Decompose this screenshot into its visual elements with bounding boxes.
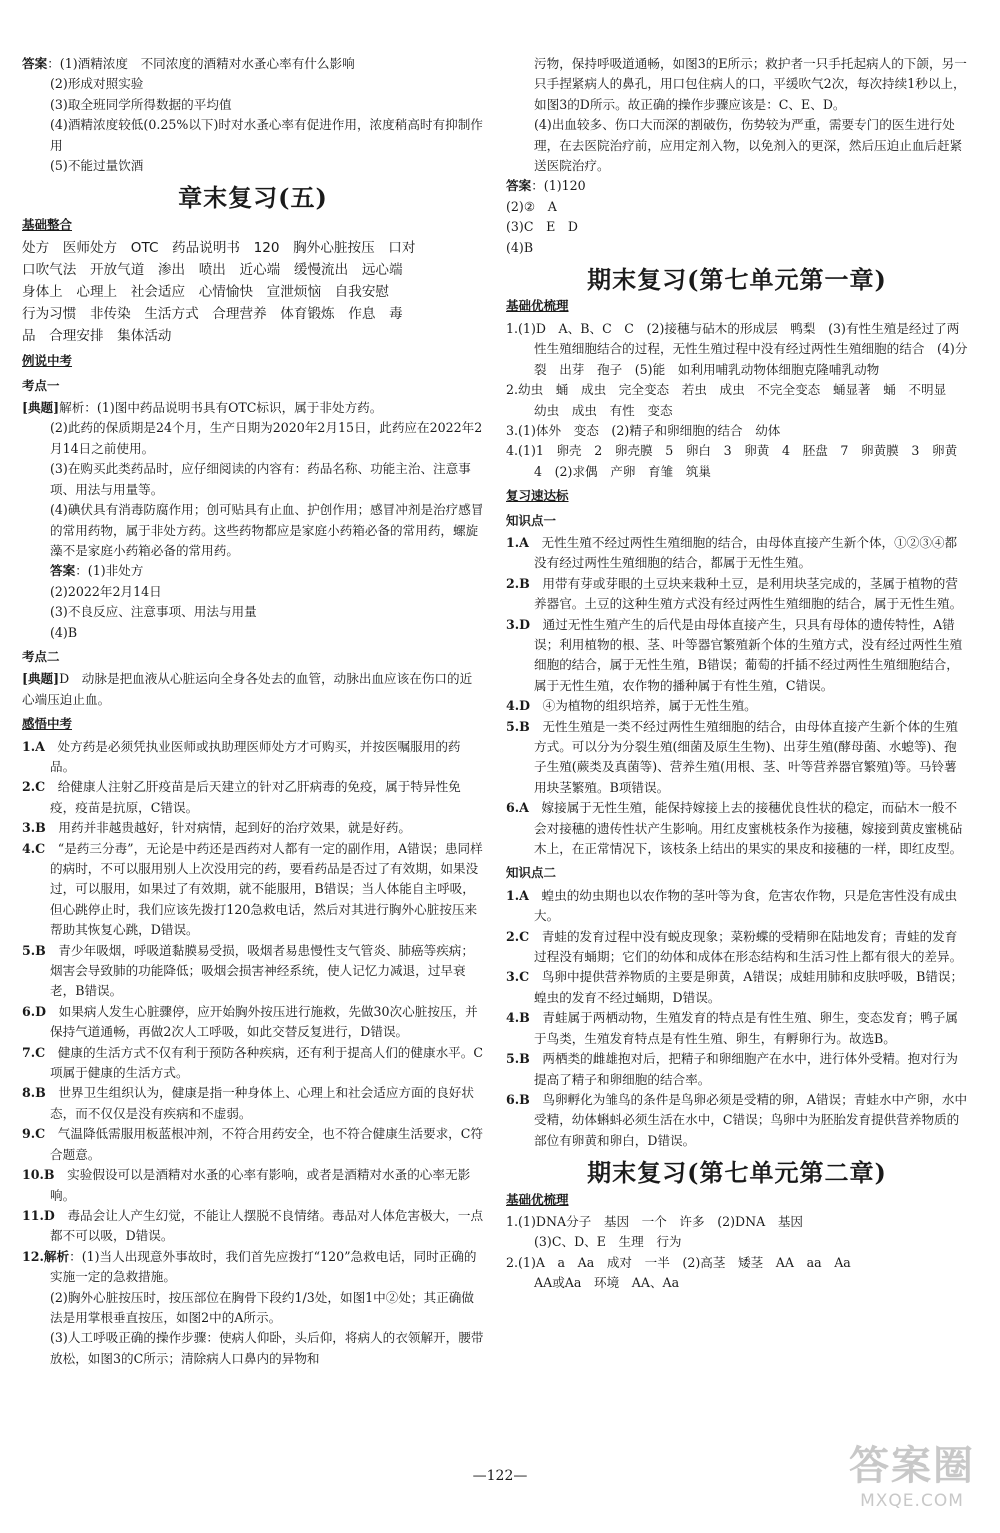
answer-line: (2)② A	[506, 198, 557, 214]
section-label-basic: 基础整合	[22, 216, 73, 232]
section-label-example: 例说中考	[22, 353, 73, 369]
keyword-line: 处方 医师处方 OTC 药品说明书 120 胸外心脏按压 口对	[22, 240, 416, 257]
kaodian-1-label: 考点一	[22, 377, 60, 393]
basic-line: 3.(1)体外 变态 (2)精子和卵细胞的结合 幼体	[506, 422, 781, 438]
kp2-item: 1.A 蝗虫的幼虫期也以农作物的茎叶等为食，危害农作物，只是危害性没有成虫大。	[506, 887, 958, 924]
watermark-url: MXQE.COM	[860, 1491, 964, 1511]
top-answer-line: (2)形成对照实验	[50, 76, 144, 92]
ganwu-item: 10.B 实验假设可以是酒精对水蚤的心率有影响，或者是酒精对水蚤的心率无影响。	[22, 1167, 471, 1203]
kp1-item: 1.A 无性生殖不经过两性生殖细胞的结合，由母体直接产生新个体，①②③④都没有经过两性生殖细胞的结合，都属于无性生殖。	[506, 534, 958, 571]
kd1-line: (2)此药的保质期是24个月，生产日期为2020年2月15日，此药应在2022年2月14日之前使用。	[50, 420, 483, 456]
keyword-line: 口吹气法 开放气道 渗出 喷出 近心端 缓慢流出 远心端	[22, 262, 403, 279]
kp1-item: 4.D ④为植物的组织培养，属于无性生殖。	[506, 698, 757, 714]
section-label-ganwu: 感悟中考	[22, 716, 73, 732]
kd1-answer: (4)B	[50, 624, 78, 640]
top-answer-line: (3)取全班同学所得数据的平均值	[50, 96, 232, 112]
top-answer-line: (4)酒精浓度较低(0.25%以下)时对水蚤心率有促进作用，浓度稍高时有抑制作用	[50, 117, 483, 153]
kp1-item: 2.B 用带有芽或芽眼的土豆块来栽种土豆，是利用块茎完成的，茎属于植物的营养器官。土豆的这种生殖方式没有经过两性生殖细胞的结合，属于无性生殖。	[506, 575, 963, 612]
chapter-title: 章末复习(五)	[178, 183, 328, 213]
ganwu-item: 5.B 青少年吸烟，呼吸道黏膜易受损，吸烟者易患慢性支气管炎、肺癌等疾病；烟害会导致肺的功能降低；吸烟会损害神经系统，使人记忆力减退，过早衰老，B错误。	[22, 942, 474, 999]
kd1-line: (3)在购买此类药品时，应仔细阅读的内容有：药品名称、功能主治、注意事项、用法与用量等。	[50, 461, 471, 497]
ganwu-item: 9.C 气温降低需服用板蓝根冲剂，不符合用药安全，也不符合健康生活要求，C符合题意。	[22, 1126, 483, 1162]
right-column	[506, 54, 968, 1294]
q12-line: (3)人工呼吸正确的操作步骤：使病人仰卧，头后仰，将病人的衣领解开，腰带放松，如图3的C所示；清除病人口鼻内的异物和	[50, 1330, 484, 1366]
answer-label: 答案	[22, 56, 48, 71]
top-answer-line: 答案：(1)酒精浓度 不同浓度的酒精对水蚤心率有什么影响	[22, 56, 355, 71]
ganwu-item: 1.A 处方药是必须凭执业医师或执助理医师处方才可购买，并按医嘱服用的药品。	[22, 738, 461, 774]
section-label-basic: 基础优梳理	[506, 298, 569, 314]
kp1-item: 3.D 通过无性生殖产生的后代是由母体直接产生，只具有母体的遗传特性，A错误；利用植物的根、茎、叶等器官繁殖新个体的生殖方式，没有经过两性生殖细胞的结合，属于无性生殖，B错误；葡萄的扦插不经过两性生殖细胞结合，属于无性生殖，农作物的播种属于有性生殖，C错误。	[506, 616, 963, 693]
kaodian-2-label: 考点二	[22, 648, 60, 664]
page-number: —122—	[472, 1468, 528, 1484]
ganwu-item: 7.C 健康的生活方式不仅有利于预防各种疾病，还有利于提高人们的健康水平。C项属于健康的生活方式。	[22, 1044, 483, 1081]
kp2-item: 3.C 鸟卵中提供营养物质的主要是卵黄，A错误；成蛙用肺和皮肤呼吸，B错误；蝗虫的发育不经过蛹期，D错误。	[506, 969, 964, 1005]
basic-line: (3)C、D、E 生理 行为	[534, 1234, 682, 1250]
watermark-text: 答案圈	[849, 1443, 975, 1489]
kp2-item: 6.B 鸟卵孵化为雏鸟的条件是鸟卵必须是受精的卵，A错误；青蛙水中产卵，水中受精，幼体蝌蚪必须生活在水中，C错误；鸟卵中为胚胎发育提供营养物质的部位有卵黄和卵白，D错误。	[506, 1091, 968, 1148]
kp1-item: 6.A 嫁接属于无性生殖，能保持嫁接上去的接穗优良性状的稳定，而砧木一般不会对接穗的遗传性状产生影响。用红皮蜜桃枝条作为接穗，嫁接到黄皮蜜桃砧木上，在正常情况下，该枝条上结出的果实的果皮和接穗的一样，即红皮型。	[506, 800, 963, 857]
kp1-item: 5.B 无性生殖是一类不经过两性生殖细胞的结合，由母体直接产生新个体的生殖方式。可以分为分裂生殖(细菌及原生生物)、出芽生殖(酵母菌、水螅等)、孢子生殖(蕨类及真菌等)、营养生殖(用根、茎、叶等营养器官繁殖)等。马铃薯用块茎繁殖。B项错误。	[506, 718, 958, 795]
kp2-item: 5.B 两栖类的雌雄抱对后，把精子和卵细胞产在水中，进行体外受精。抱对行为提高了精子和卵细胞的结合率。	[506, 1051, 958, 1087]
answer-label: 答案	[50, 563, 76, 579]
keyword-line: 身体上 心理上 社会适应 心情愉快 宣泄烦恼 自我安慰	[22, 284, 390, 301]
ganwu-item: 8.B 世界卫生组织认为，健康是指一种身体上、心理上和社会适应方面的良好状态，而不仅仅是没有疾病和不虚弱。	[22, 1085, 474, 1121]
ganwu-item: 3.B 用药并非越贵越好，针对病情，起到好的治疗效果，就是好药。	[22, 820, 412, 836]
continued-line: 污物，保持呼吸道通畅，如图3的E所示；救护者一只手托起病人的下颌，另一只手捏紧病人的鼻孔，用口包住病人的口，平缓吹气2次，每次持续1秒以上，如图3的D所示。故正确的操作步骤应该是：C、E、D。	[534, 56, 967, 112]
kd1-answer: (2)2022年2月14日	[50, 583, 162, 599]
ganwu-item: 4.C “是药三分毒”，无论是中药还是西药对人都有一定的副作用，A错误；患同样的病时，不可以服用别人上次没用完的药，要看药品是否过了有效期，如果没过，可以服用，如果过了有效期，就不能服用，B错误；当人体能自主呼吸，但心跳停止时，我们应该先拨打120急救电话，然后对其进行胸外心脏按压来帮助其恢复心跳，D错误。	[22, 840, 483, 938]
basic-line: 4.(1)1 卵壳 2 卵壳膜 5 卵白 3 卵黄 4 胚盘 7 卵黄膜 3 卵黄 4 (2)求偶 产卵 育雏 筑巢	[506, 443, 970, 479]
answer-label: 答案	[506, 178, 532, 194]
knowledge-point-2-label: 知识点二	[506, 865, 557, 881]
keyword-line: 品 合理安排 集体活动	[22, 328, 172, 345]
section-label-review: 复习速达标	[506, 488, 569, 504]
ganwu-item: 11.D 毒品会让人产生幻觉，不能让人摆脱不良情绪。毒品对人体危害极大，一点都不可以吸，D错误。	[22, 1207, 484, 1244]
q12-line: (2)胸外心脏按压时，按压部位在胸骨下段约1/3处，如图1中②处；其正确做法是用掌根垂直按压，如图2中的A所示。	[50, 1289, 474, 1325]
basic-line: 2.(1)A a Aa 成对 一半 (2)高茎 矮茎 AA aa Aa	[506, 1254, 851, 1270]
ganwu-item: 2.C 给健康人注射乙肝疫苗是后天建立的针对乙肝病毒的免疫，属于特异性免疫，疫苗是抗原，C错误。	[22, 779, 461, 815]
kp2-item: 2.C 青蛙的发育过程中没有蜕皮现象；菜粉蝶的受精卵在陆地发育；青蛙的发育过程没有蛹期；它们的幼体和成体在形态结构和生活习性上都有很大的差异。	[506, 928, 963, 965]
knowledge-point-1-label: 知识点一	[506, 512, 557, 528]
answer-line: (3)C E D	[506, 219, 578, 235]
watermark-logo	[846, 1442, 978, 1520]
dianti-label: [典题]	[22, 400, 60, 416]
kp2-item: 4.B 青蛙属于两栖动物，生殖发育的特点是有性生殖、卵生，变态发育；鸭子属于鸟类，生殖发育特点是有性生殖、卵生，有孵卵行为。故选B。	[506, 1010, 958, 1046]
answer-line: 答案：(1)120	[506, 178, 586, 194]
kd1-line: (4)碘伏具有消毒防腐作用；创可贴具有止血、护创作用；感冒冲剂是治疗感冒的常用药物，属于非处方药。这些药物都应是家庭小药箱必备的常用药，螺旋藻不是家庭小药箱必备的常用药。	[50, 502, 484, 558]
basic-line: 1.(1)DNA分子 基因 一个 许多 (2)DNA 基因	[506, 1213, 804, 1229]
basic-line: 1.(1)D A、B、C C (2)接穗与砧木的形成层 鸭梨 (3)有性生殖是经过了两性生殖细胞结合的过程，无性生殖过程中没有经过两性生殖细胞的结合 (4)分裂 出芽 孢子 (5)能 如利用哺乳动物体细胞克隆哺乳动物	[506, 320, 968, 377]
chapter-title-unit7-ch2: 期末复习(第七单元第二章)	[587, 1158, 887, 1188]
left-column	[22, 54, 484, 1369]
kd1-answer: 答案：(1)非处方	[50, 563, 144, 579]
kd1-answer: (3)不良反应、注意事项、用法与用量	[50, 604, 257, 620]
keyword-line: 行为习惯 非传染 生活方式 合理营养 体育锻炼 作息 毒	[22, 306, 403, 323]
answer-line: (4)B	[506, 239, 534, 255]
basic-line: AA或Aa 环境 AA、Aa	[534, 1275, 680, 1291]
chapter-title-unit7-ch1: 期末复习(第七单元第一章)	[587, 265, 887, 295]
kd2-line: [典题]D 动脉是把血液从心脏运向全身各处去的血管，动脉出血应该在伤口的近心端压迫止血。	[22, 671, 473, 707]
continued-line: (4)出血较多、伤口大而深的割破伤，伤势较为严重，需要专门的医生进行处理，在去医院治疗前，应用定剂入物，以免剂入的更深，然后压迫止血后赶紧送医院治疗。	[534, 117, 963, 174]
kd1-line: [典题]解析：(1)图中药品说明书具有OTC标识，属于非处方药。	[22, 400, 383, 416]
q12-line: 12.解析：(1)当人出现意外事故时，我们首先应拨打“120”急救电话，同时正确的实施一定的急救措施。	[22, 1248, 477, 1285]
ganwu-item: 6.D 如果病人发生心脏骤停，应开始胸外按压进行施救，先做30次心脏按压，并保持气道通畅，再做2次人工呼吸，如此交替反复进行，D错误。	[22, 1003, 478, 1040]
section-label-basic: 基础优梳理	[506, 1191, 569, 1207]
dianti-label: [典题]	[22, 671, 60, 687]
basic-line: 2.幼虫 蛹 成虫 完全变态 若虫 成虫 不完全变态 蛹显著 蛹 不明显 幼虫 成虫 有性 变态	[506, 382, 959, 418]
top-answer-line: (5)不能过量饮酒	[50, 158, 144, 174]
